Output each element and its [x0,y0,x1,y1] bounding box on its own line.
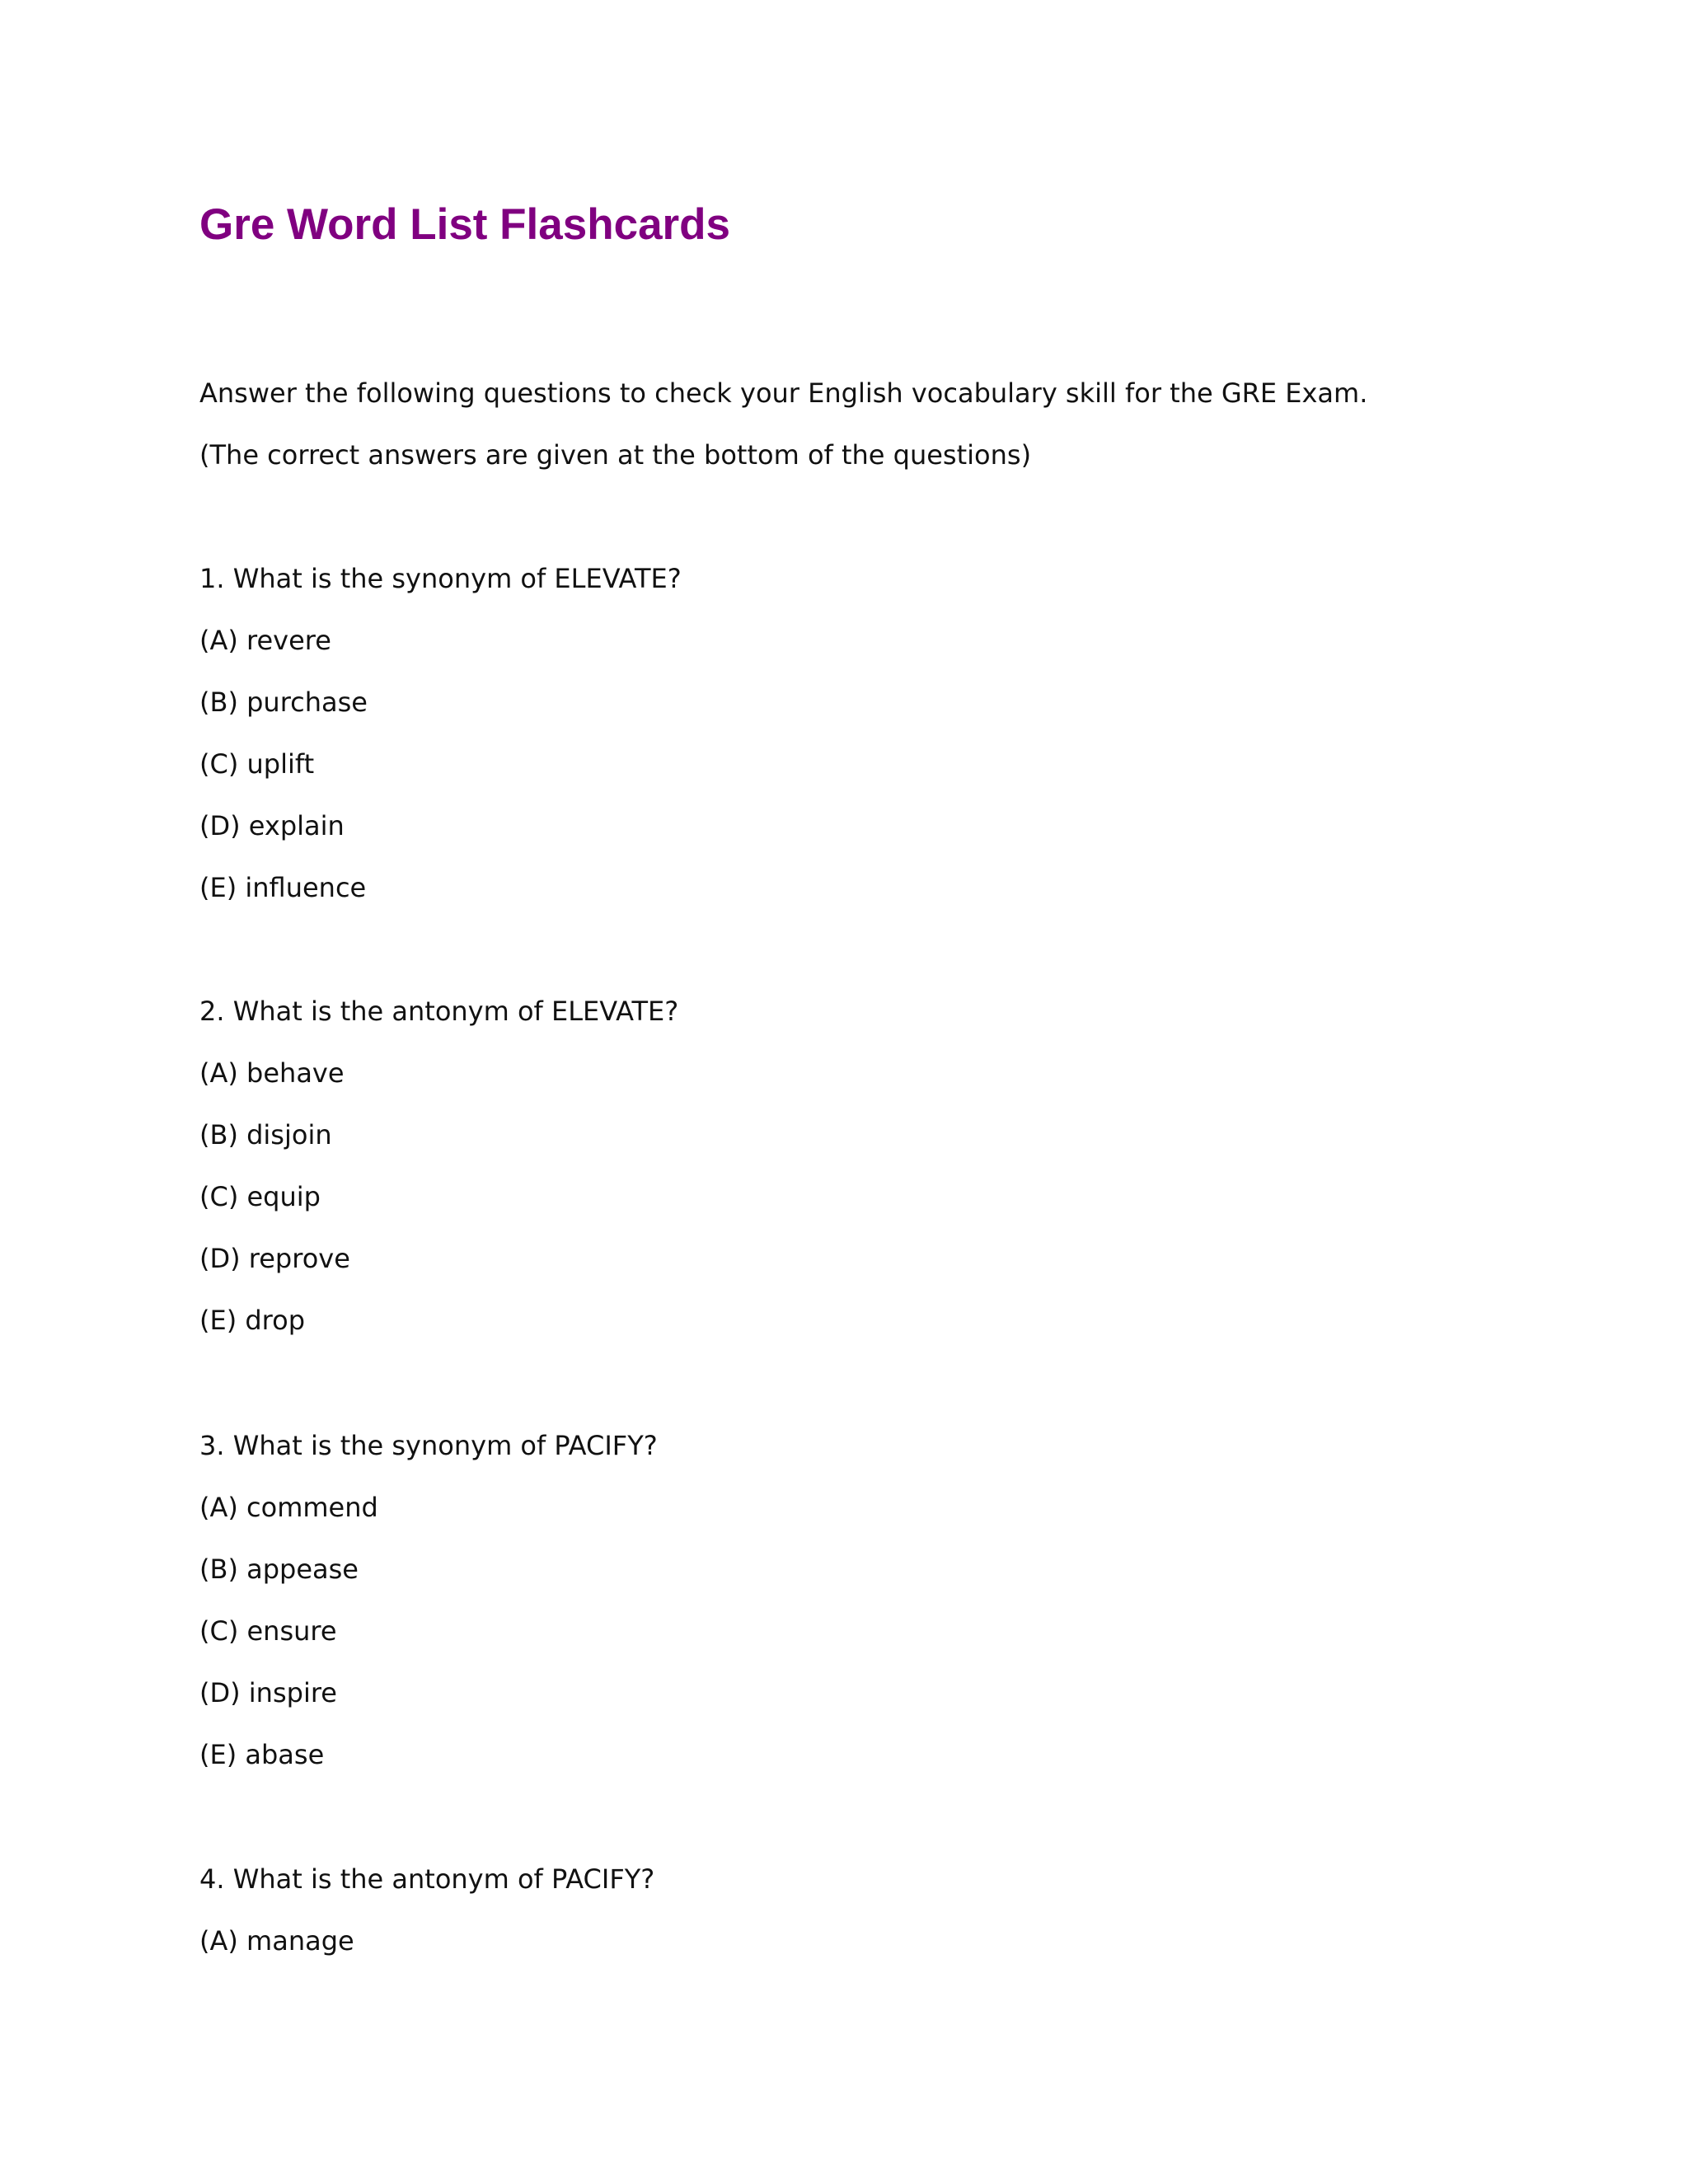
question-3-option-a: (A) commend [199,1492,378,1523]
question-2-option-e: (E) drop [199,1305,306,1336]
question-1-option-a: (A) revere [199,625,331,656]
question-3-option-d: (D) inspire [199,1677,337,1708]
intro-note: (The correct answers are given at the bottom of the questions) [199,439,1032,471]
question-1-option-e: (E) influence [199,872,367,903]
page-title: Gre Word List Flashcards [199,200,731,249]
question-1-option-d: (D) explain [199,810,345,841]
question-3-prompt: 3. What is the synonym of PACIFY? [199,1430,658,1461]
question-4-option-a: (A) manage [199,1925,354,1957]
question-4-prompt: 4. What is the antonym of PACIFY? [199,1863,655,1895]
question-3-option-c: (C) ensure [199,1615,337,1647]
question-2-prompt: 2. What is the antonym of ELEVATE? [199,996,679,1027]
question-1-option-c: (C) uplift [199,748,315,780]
question-2-option-d: (D) reprove [199,1243,350,1274]
question-3-option-b: (B) appease [199,1554,359,1585]
question-1-prompt: 1. What is the synonym of ELEVATE? [199,563,682,594]
question-2-option-c: (C) equip [199,1181,321,1212]
question-1-option-b: (B) purchase [199,687,368,718]
intro-text: Answer the following questions to check your English vocabulary skill for the GRE Exam. [199,377,1368,409]
question-3-option-e: (E) abase [199,1739,325,1770]
question-2-option-a: (A) behave [199,1057,345,1089]
question-2-option-b: (B) disjoin [199,1119,332,1151]
